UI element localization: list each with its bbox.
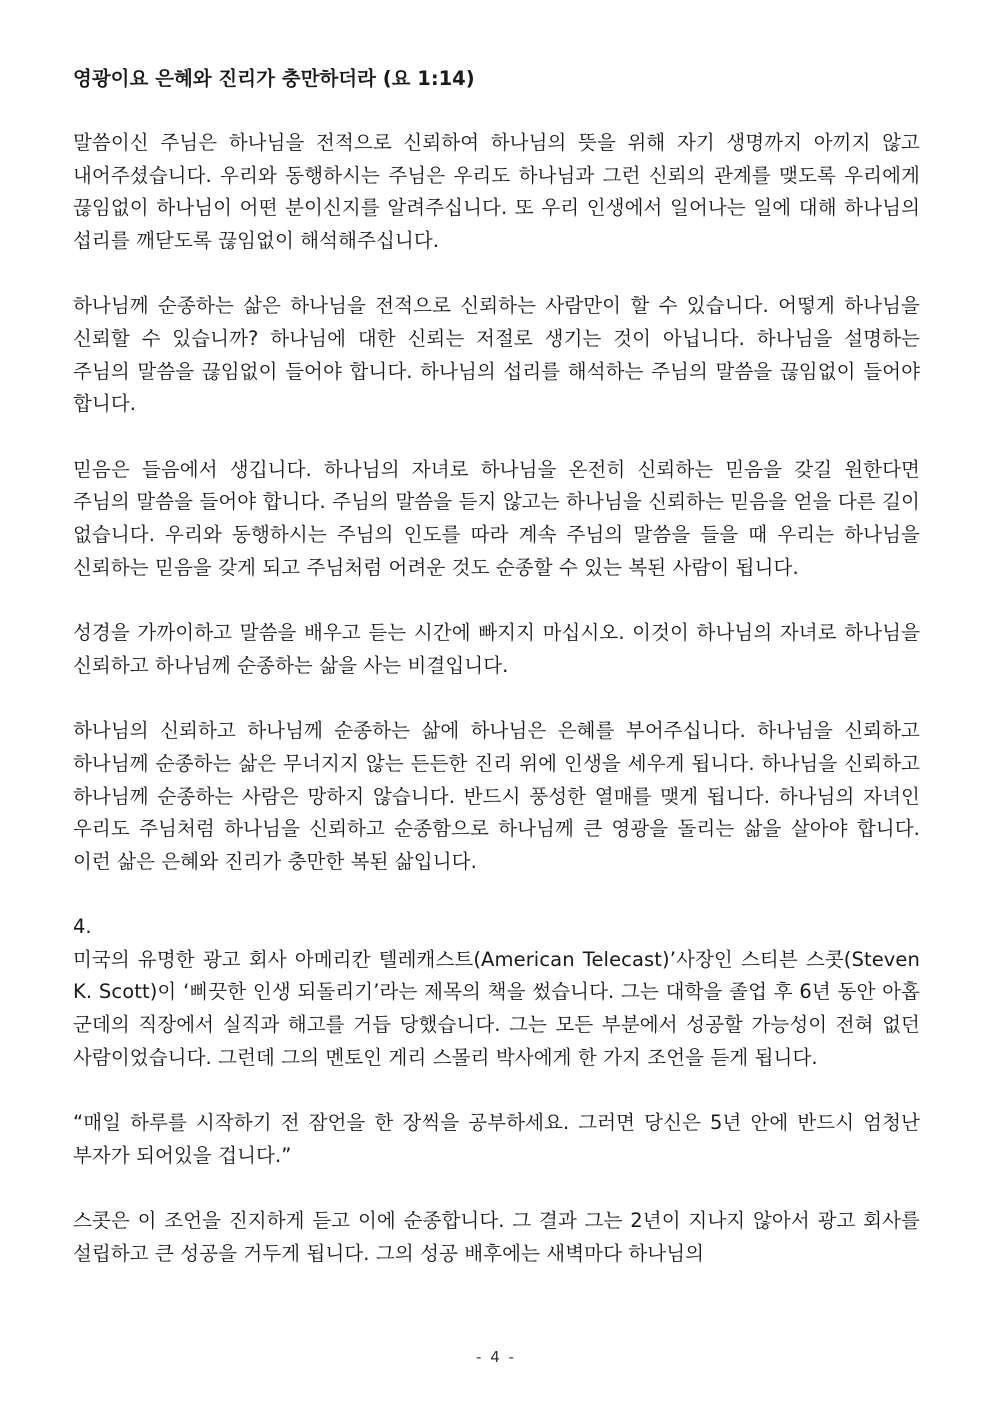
paragraph-3: 믿음은 들음에서 생깁니다. 하나님의 자녀로 하나님을 온전히 신뢰하는 믿음을 갖길 원한다면 주님의 말씀을 들어야 합니다. 주님의 말씀을 듣지 않고는 하나님을 신뢰하는 믿음을 얻을 다른 길이 없습니다. 우리와 동행하시는 주님의 인도를 따라 계속 주님의 말씀을 들을 때 우리는 하나님을 신뢰하는 믿음을 갖게 되고 주님처럼 어려운 것도 순종할 수 있는 복된 사람이 됩니다. <box>73 457 920 579</box>
section-number: 4. <box>73 915 92 939</box>
story-paragraph-2: 스콧은 이 조언을 진지하게 듣고 이에 순종합니다. 그 결과 그는 2년이 지나지 않아서 광고 회사를 설립하고 큰 성공을 거두게 됩니다. 그의 성공 배후에는 새벽마다 하나님의 <box>73 1209 920 1266</box>
paragraph-2: 하나님께 순종하는 삶은 하나님을 전적으로 신뢰하는 사람만이 할 수 있습니다. 어떻게 하나님을 신뢰할 수 있습니까? 하나님에 대한 신뢰는 저절로 생기는 것이 아닙니다. 하나님을 설명하는 주님의 말씀을 끊임없이 들어야 합니다. 하나님의 섭리를 해석하는 주님의 말씀을 끊임없이 들어야 합니다. <box>73 294 920 416</box>
story-paragraph-1: 미국의 유명한 광고 회사 아메리칸 텔레캐스트(American Telecast)’사장인 스티븐 스콧(Steven K. Scott)이 ‘삐끗한 인생 되돌리기’라는 제목의 책을 썼습니다. 그는 대학을 졸업 후 6년 동안 아홉 군데의 직장에서 실직과 해고를 거듭 당했습니다. 그는 모든 부분에서 성공할 가능성이 전혀 없던 사람이었습니다. 그런데 그의 멘토인 게리 스몰리 박사에게 한 가지 조언을 듣게 됩니다. <box>73 947 920 1069</box>
page-content <box>73 62 920 1271</box>
paragraph-5: 하나님의 신뢰하고 하나님께 순종하는 삶에 하나님은 은혜를 부어주십니다. 하나님을 신뢰하고 하나님께 순종하는 삶은 무너지지 않는 든든한 진리 위에 인생을 세우게 됩니다. 하나님을 신뢰하고 하나님께 순종하는 사람은 망하지 않습니다. 반드시 풍성한 열매를 맺게 됩니다. 하나님의 자녀인 우리도 주님처럼 하나님을 신뢰하고 순종함으로 하나님께 큰 영광을 돌리는 삶을 살아야 합니다. 이런 삶은 은혜와 진리가 충만한 복된 삶입니다. <box>73 719 920 873</box>
quote-paragraph: “매일 하루를 시작하기 전 잠언을 한 장씩을 공부하세요. 그러면 당신은 5년 안에 반드시 엄청난 부자가 되어있을 겁니다.” <box>73 1111 920 1167</box>
page-number: - 4 - <box>476 1348 516 1366</box>
paragraph-4: 성경을 가까이하고 말씀을 배우고 듣는 시간에 빠지지 마십시오. 이것이 하나님의 자녀로 하나님을 신뢰하고 하나님께 순종하는 삶을 사는 비결입니다. <box>73 621 920 677</box>
section-heading: 영광이요 은혜와 진리가 충만하더라 (요 1:14) <box>73 67 475 90</box>
paragraph-1: 말씀이신 주님은 하나님을 전적으로 신뢰하여 하나님의 뜻을 위해 자기 생명까지 아끼지 않고 내어주셨습니다. 우리와 동행하시는 주님은 우리도 하나님과 그런 신뢰의 관계를 맺도록 우리에게 끊임없이 하나님이 어떤 분이신지를 알려주십니다. 또 우리 인생에서 일어나는 일에 대해 하나님의 섭리를 깨닫도록 끊임없이 해석해주십니다. <box>73 131 920 252</box>
